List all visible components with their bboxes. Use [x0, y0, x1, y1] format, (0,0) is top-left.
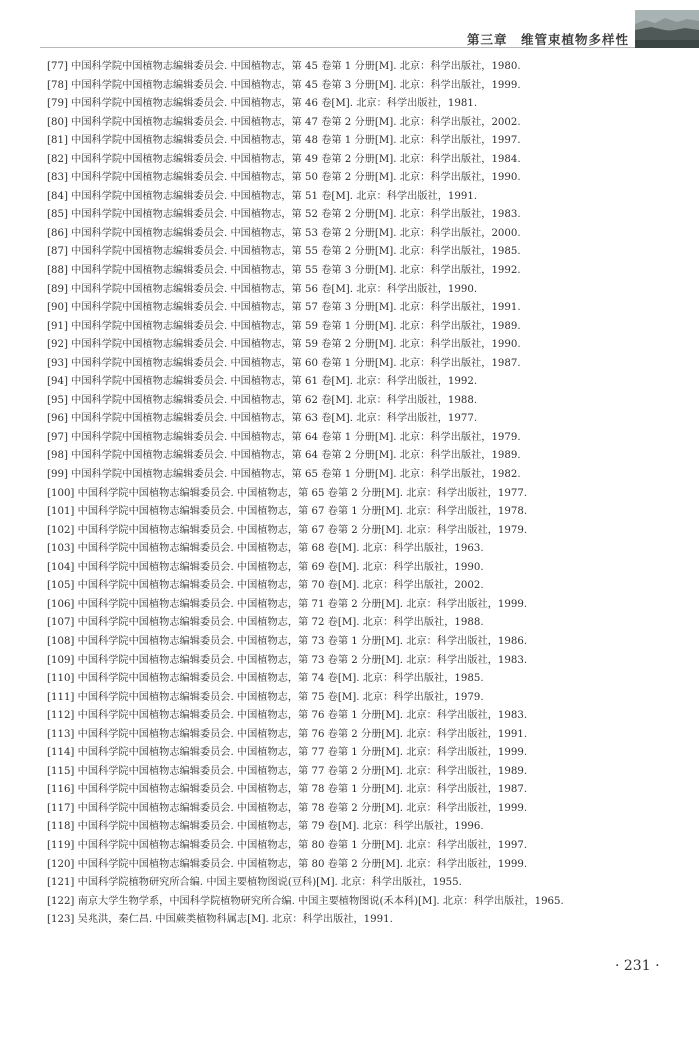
reference-item: [98] 中国科学院中国植物志编辑委员会. 中国植物志，第 64 卷第 2 分册[M]. 北京：科学出版社，1989.: [47, 450, 521, 462]
reference-item: [107] 中国科学院中国植物志编辑委员会. 中国植物志，第 72 卷[M]. 北京：科学出版社，1988.: [47, 617, 484, 629]
reference-item: [114] 中国科学院中国植物志编辑委员会. 中国植物志，第 77 卷第 1 分册[M]. 北京：科学出版社，1999.: [47, 747, 528, 759]
reference-item: [111] 中国科学院中国植物志编辑委员会. 中国植物志，第 75 卷[M]. 北京：科学出版社，1979.: [47, 691, 484, 703]
reference-item: [96] 中国科学院中国植物志编辑委员会. 中国植物志，第 63 卷[M]. 北京：科学出版社，1977.: [47, 413, 478, 425]
header-divider: [40, 47, 640, 48]
reference-item: [103] 中国科学院中国植物志编辑委员会. 中国植物志，第 68 卷[M]. 北京：科学出版社，1963.: [47, 543, 484, 555]
reference-item: [121] 中国科学院植物研究所合编. 中国主要植物图说(豆科)[M]. 北京：科学出版社，1955.: [47, 877, 462, 889]
reference-item: [102] 中国科学院中国植物志编辑委员会. 中国植物志，第 67 卷第 2 分册[M]. 北京：科学出版社，1979.: [47, 524, 528, 536]
reference-item: [86] 中国科学院中国植物志编辑委员会. 中国植物志，第 53 卷第 2 分册[M]. 北京：科学出版社，2000.: [47, 227, 521, 239]
reference-item: [116] 中国科学院中国植物志编辑委员会. 中国植物志，第 78 卷第 1 分册[M]. 北京：科学出版社，1987.: [47, 784, 528, 796]
reference-item: [77] 中国科学院中国植物志编辑委员会. 中国植物志，第 45 卷第 1 分册[M]. 北京：科学出版社，1980.: [47, 61, 521, 72]
reference-item: [87] 中国科学院中国植物志编辑委员会. 中国植物志，第 55 卷第 2 分册[M]. 北京：科学出版社，1985.: [47, 246, 521, 258]
reference-item: [110] 中国科学院中国植物志编辑委员会. 中国植物志，第 74 卷[M]. 北京：科学出版社，1985.: [47, 673, 484, 685]
reference-item: [100] 中国科学院中国植物志编辑委员会. 中国植物志，第 65 卷第 2 分册[M]. 北京：科学出版社，1977.: [47, 487, 528, 499]
reference-item: [105] 中国科学院中国植物志编辑委员会. 中国植物志，第 70 卷[M]. 北京：科学出版社，2002.: [47, 580, 484, 592]
reference-item: [108] 中国科学院中国植物志编辑委员会. 中国植物志，第 73 卷第 1 分册[M]. 北京：科学出版社，1986.: [47, 635, 528, 647]
reference-item: [88] 中国科学院中国植物志编辑委员会. 中国植物志，第 55 卷第 3 分册[M]. 北京：科学出版社，1992.: [47, 265, 521, 277]
reference-item: [106] 中国科学院中国植物志编辑委员会. 中国植物志，第 71 卷第 2 分册[M]. 北京：科学出版社，1999.: [47, 598, 528, 610]
reference-item: [120] 中国科学院中国植物志编辑委员会. 中国植物志，第 80 卷第 2 分册[M]. 北京：科学出版社，1999.: [47, 858, 528, 870]
reference-item: [80] 中国科学院中国植物志编辑委员会. 中国植物志，第 47 卷第 2 分册[M]. 北京：科学出版社，2002.: [47, 116, 521, 128]
reference-item: [118] 中国科学院中国植物志编辑委员会. 中国植物志，第 79 卷[M]. 北京：科学出版社，1996.: [47, 821, 484, 833]
reference-item: [93] 中国科学院中国植物志编辑委员会. 中国植物志，第 60 卷第 1 分册[M]. 北京：科学出版社，1987.: [47, 357, 521, 369]
chapter-title: 第三章 维管束植物多样性: [466, 32, 629, 47]
reference-item: [115] 中国科学院中国植物志编辑委员会. 中国植物志，第 77 卷第 2 分册[M]. 北京：科学出版社，1989.: [47, 765, 528, 777]
reference-item: [117] 中国科学院中国植物志编辑委员会. 中国植物志，第 78 卷第 2 分册[M]. 北京：科学出版社，1999.: [47, 802, 528, 814]
reference-item: [84] 中国科学院中国植物志编辑委员会. 中国植物志，第 51 卷[M]. 北京：科学出版社，1991.: [47, 190, 478, 202]
reference-item: [112] 中国科学院中国植物志编辑委员会. 中国植物志，第 76 卷第 1 分册[M]. 北京：科学出版社，1983.: [47, 710, 528, 722]
reference-item: [83] 中国科学院中国植物志编辑委员会. 中国植物志，第 50 卷第 2 分册[M]. 北京：科学出版社，1990.: [47, 172, 521, 184]
reference-item: [97] 中国科学院中国植物志编辑委员会. 中国植物志，第 64 卷第 1 分册[M]. 北京：科学出版社，1979.: [47, 431, 521, 443]
reference-item: [78] 中国科学院中国植物志编辑委员会. 中国植物志，第 45 卷第 3 分册[M]. 北京：科学出版社，1999.: [47, 79, 521, 91]
reference-item: [79] 中国科学院中国植物志编辑委员会. 中国植物志，第 46 卷[M]. 北京：科学出版社，1981.: [47, 98, 478, 110]
reference-item: [91] 中国科学院中国植物志编辑委员会. 中国植物志，第 59 卷第 1 分册[M]. 北京：科学出版社，1989.: [47, 320, 521, 332]
reference-item: [85] 中国科学院中国植物志编辑委员会. 中国植物志，第 52 卷第 2 分册[M]. 北京：科学出版社，1983.: [47, 209, 521, 221]
reference-item: [92] 中国科学院中国植物志编辑委员会. 中国植物志，第 59 卷第 2 分册[M]. 北京：科学出版社，1990.: [47, 339, 521, 351]
reference-item: [90] 中国科学院中国植物志编辑委员会. 中国植物志，第 57 卷第 3 分册[M]. 北京：科学出版社，1991.: [47, 302, 521, 314]
reference-item: [95] 中国科学院中国植物志编辑委员会. 中国植物志，第 62 卷[M]. 北京：科学出版社，1988.: [47, 394, 478, 406]
header-landscape-image: [635, 10, 699, 48]
reference-item: [99] 中国科学院中国植物志编辑委员会. 中国植物志，第 65 卷第 1 分册[M]. 北京：科学出版社，1982.: [47, 469, 521, 481]
reference-list: [47, 58, 687, 930]
reference-item: [89] 中国科学院中国植物志编辑委员会. 中国植物志，第 56 卷[M]. 北京：科学出版社，1990.: [47, 283, 478, 295]
page-header: [0, 0, 699, 50]
reference-item: [101] 中国科学院中国植物志编辑委员会. 中国植物志，第 67 卷第 1 分册[M]. 北京：科学出版社，1978.: [47, 506, 528, 518]
reference-item: [113] 中国科学院中国植物志编辑委员会. 中国植物志，第 76 卷第 2 分册[M]. 北京：科学出版社，1991.: [47, 728, 528, 740]
reference-item: [123] 吴兆洪，秦仁昌. 中国蕨类植物科属志[M]. 北京：科学出版社，1991.: [47, 914, 393, 926]
landscape-thumbnail-icon: [635, 10, 699, 48]
reference-item: [82] 中国科学院中国植物志编辑委员会. 中国植物志，第 49 卷第 2 分册[M]. 北京：科学出版社，1984.: [47, 153, 521, 165]
reference-item: [122] 南京大学生物学系，中国科学院植物研究所合编. 中国主要植物图说(禾本科)[M]. 北京：科学出版社，1965.: [47, 895, 564, 907]
reference-item: [81] 中国科学院中国植物志编辑委员会. 中国植物志，第 48 卷第 1 分册[M]. 北京：科学出版社，1997.: [47, 135, 521, 147]
reference-item: [104] 中国科学院中国植物志编辑委员会. 中国植物志，第 69 卷[M]. 北京：科学出版社，1990.: [47, 561, 484, 573]
page-number: · 231 ·: [615, 958, 660, 974]
reference-item: [94] 中国科学院中国植物志编辑委员会. 中国植物志，第 61 卷[M]. 北京：科学出版社，1992.: [47, 376, 478, 388]
reference-item: [119] 中国科学院中国植物志编辑委员会. 中国植物志，第 80 卷第 1 分册[M]. 北京：科学出版社，1997.: [47, 839, 528, 851]
reference-item: [109] 中国科学院中国植物志编辑委员会. 中国植物志，第 73 卷第 2 分册[M]. 北京：科学出版社，1983.: [47, 654, 528, 666]
